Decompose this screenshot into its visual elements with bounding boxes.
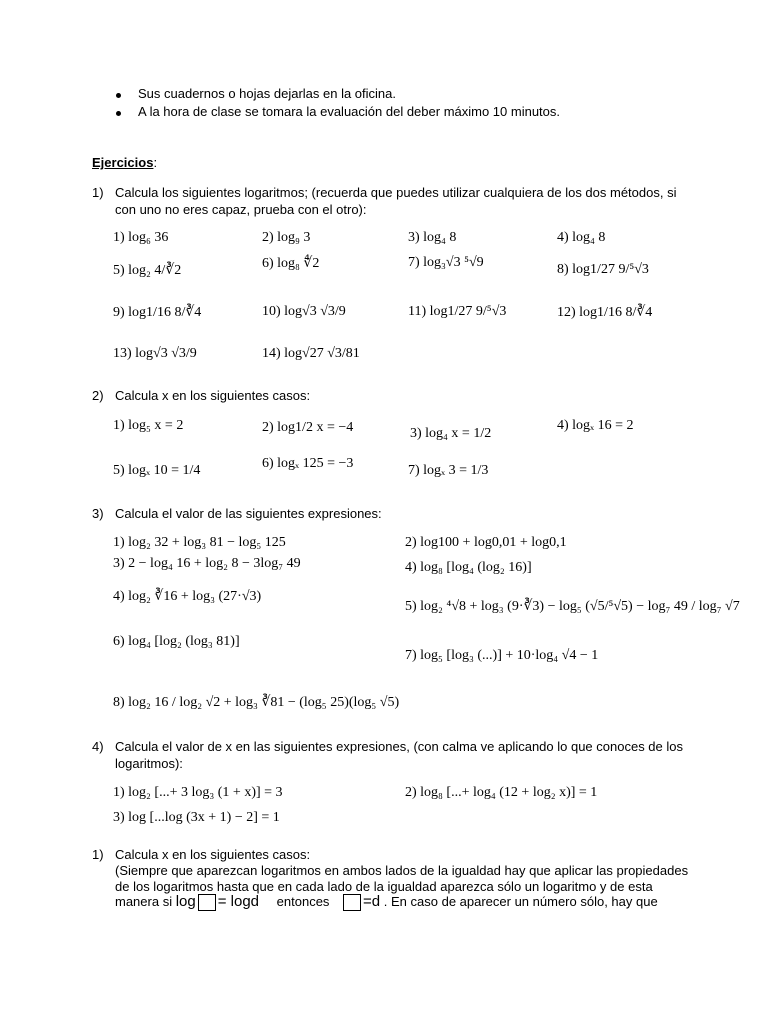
log-item: 6) log₈ ∜2 xyxy=(262,256,320,271)
exercise-instruction: Calcula x en los siguientes casos: xyxy=(115,847,311,862)
section-heading xyxy=(92,155,157,170)
text-segment: manera si xyxy=(115,894,173,909)
exercise-instruction: Calcula los siguientes logaritmos; (recuerda que puedes utilizar cualquiera de los dos métodos, si con uno no eres capaz, prueba con el otro): xyxy=(115,185,677,217)
log-equality: = logd xyxy=(217,893,260,910)
exercise-number: 1) xyxy=(92,847,104,862)
bullet-text: A la hora de clase se tomara la evaluación del deber máximo 10 minutos. xyxy=(138,104,561,119)
log-expression: 8) log₂ 16 / log₂ √2 + log₃ ∛81 − (log₅ 25)(log₅ √5) xyxy=(113,695,400,710)
log-item: 5) log₂ 4/∛2 xyxy=(113,263,182,278)
log-item: 6) logₓ 125 = −3 xyxy=(262,456,354,471)
exercise-number: 4) xyxy=(92,739,104,754)
log-expression: 4) log₈ [log₄ (log₂ 16)] xyxy=(405,560,532,575)
exercise-instruction: Calcula el valor de x en las siguientes expresiones, (con calma ve aplicando lo que conoces de los logaritmos): xyxy=(115,739,683,771)
log-item: 3) log₄ 8 xyxy=(408,230,457,245)
log-item: 2) log₉ 3 xyxy=(262,230,311,245)
log-item: 1) log₅ x = 2 xyxy=(113,418,184,433)
log-item: 4) logₓ 16 = 2 xyxy=(557,418,634,433)
log-item: 3) log₄ x = 1/2 xyxy=(410,426,492,441)
bullet-text: Sus cuadernos o hojas dejarlas en la oficina. xyxy=(138,86,396,101)
log-expression: 4) log₂ ∛16 + log₃ (27·√3) xyxy=(113,589,262,604)
heading-colon: : xyxy=(153,155,158,170)
log-expression: 6) log₄ [log₂ (log₃ 81)] xyxy=(113,634,240,649)
text-segment: entonces xyxy=(276,894,330,909)
bullet-dot xyxy=(116,93,121,98)
log-expression: 1) log₂ 32 + log₃ 81 − log₅ 125 xyxy=(113,535,286,550)
exercise-number: 1) xyxy=(92,185,104,200)
log-equation: 3) log [...log (3x + 1) − 2] = 1 xyxy=(113,810,280,825)
log-expression: 3) 2 − log₄ 16 + log₂ 8 − 3log₇ 49 xyxy=(113,556,301,571)
log-item: 14) log√27 √3/81 xyxy=(262,346,360,361)
empty-box xyxy=(198,894,216,911)
log-item: 4) log₄ 8 xyxy=(557,230,606,245)
text-segment: . En caso de aparecer un número sólo, hay que xyxy=(383,894,658,909)
log-item: 5) logₓ 10 = 1/4 xyxy=(113,463,201,478)
log-equation: 1) log₂ [...+ 3 log₃ (1 + x)] = 3 xyxy=(113,785,283,800)
exercise-number: 3) xyxy=(92,506,104,521)
bullet-dot xyxy=(116,111,121,116)
log-item: 11) log1/27 9/⁵√3 xyxy=(408,304,507,319)
log-expression: 7) log₅ [log₃ (...)] + 10·log₄ √4 − 1 xyxy=(405,648,599,663)
log-item: 10) log√3 √3/9 xyxy=(262,304,346,319)
empty-box xyxy=(343,894,361,911)
exercise-number: 2) xyxy=(92,388,104,403)
log-item: 9) log1/16 8/∛4 xyxy=(113,305,202,320)
exercise-text-line xyxy=(115,893,658,911)
log-item: 13) log√3 √3/9 xyxy=(113,346,197,361)
log-item: 12) log1/16 8/∛4 xyxy=(557,305,653,320)
exercise-instruction: Calcula x en los siguientes casos: xyxy=(115,388,311,403)
log-equation: 2) log₈ [...+ log₄ (12 + log₂ x)] = 1 xyxy=(405,785,598,800)
log-item: 7) logₓ 3 = 1/3 xyxy=(408,463,489,478)
log-item: 7) log₃√3 ⁵√9 xyxy=(408,255,484,270)
exercise-text: (Siempre que aparezcan logaritmos en ambos lados de la igualdad hay que aplicar las propiedades xyxy=(115,863,689,878)
log-expression: 2) log100 + log0,01 + log0,1 xyxy=(405,535,567,550)
heading-text: Ejercicios xyxy=(92,155,154,170)
log-item: 2) log1/2 x = −4 xyxy=(262,420,354,435)
log-item: 1) log₆ 36 xyxy=(113,230,169,245)
log-expression: 5) log₂ ⁴√8 + log₃ (9·∛3) − log₅ (√5/⁵√5) − log₇ 49 / log₇ √7 xyxy=(405,599,740,614)
exercise-instruction: Calcula el valor de las siguientes expresiones: xyxy=(115,506,382,521)
log-item: 8) log1/27 9/⁵√3 xyxy=(557,262,649,277)
exercise-text: de los logaritmos hasta que en cada lado de la igualdad aparezca sólo un logaritmo y de esta xyxy=(115,879,653,894)
log-keyword: log xyxy=(175,893,196,910)
equality: =d xyxy=(363,893,381,910)
